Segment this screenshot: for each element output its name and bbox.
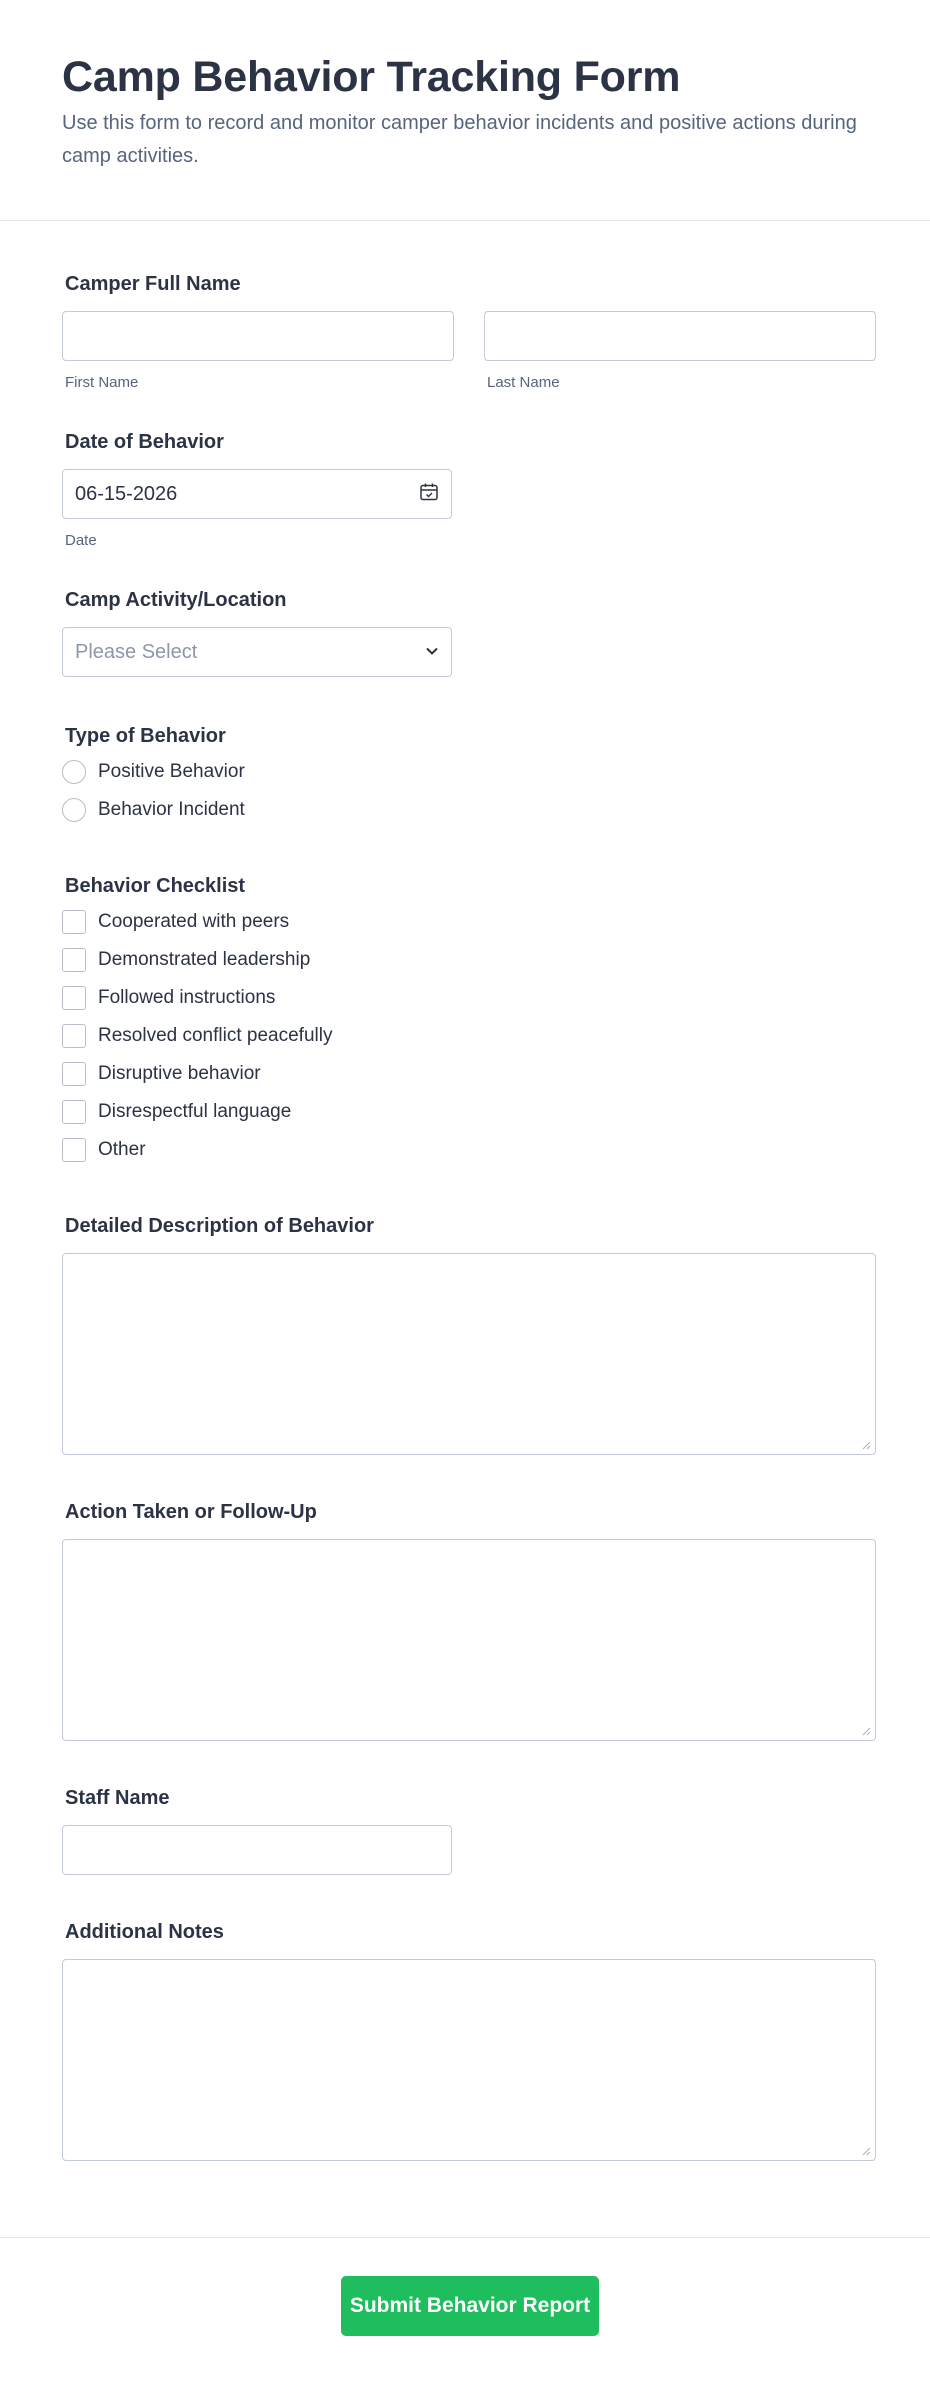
additional-notes-textarea[interactable] — [62, 1959, 876, 2161]
resize-grip-icon — [861, 1440, 871, 1450]
submit-button[interactable]: Submit Behavior Report — [341, 2276, 599, 2336]
action-taken-label: Action Taken or Follow-Up — [65, 1501, 317, 1523]
staff-name-label: Staff Name — [65, 1787, 170, 1809]
checkbox-label: Cooperated with peers — [98, 911, 290, 932]
behavior-type-label: Type of Behavior — [65, 725, 226, 747]
radio-option[interactable] — [62, 791, 876, 829]
form-header — [0, 0, 930, 221]
checkbox[interactable] — [62, 1024, 86, 1048]
checkbox-option[interactable] — [62, 1017, 876, 1055]
checkbox-label: Demonstrated leadership — [98, 949, 311, 970]
location-label: Camp Activity/Location — [65, 589, 287, 611]
action-taken-textarea[interactable] — [62, 1539, 876, 1741]
radio-option-label: Behavior Incident — [98, 799, 245, 820]
radio-option-label: Positive Behavior — [98, 761, 245, 782]
additional-notes-field — [62, 1919, 876, 2161]
resize-grip-icon — [861, 1726, 871, 1736]
checkbox[interactable] — [62, 986, 86, 1010]
last-name-input[interactable] — [484, 311, 876, 361]
chevron-down-icon — [425, 643, 439, 661]
checkbox-label: Other — [98, 1139, 146, 1160]
behavior-checklist-label: Behavior Checklist — [65, 875, 246, 897]
behavior-type-field — [62, 723, 876, 829]
action-taken-field — [62, 1499, 876, 1741]
date-input[interactable] — [62, 469, 452, 519]
radio-button[interactable] — [62, 798, 86, 822]
checkbox-label: Followed instructions — [98, 987, 276, 1008]
date-field — [62, 429, 876, 551]
checkbox-option[interactable] — [62, 903, 876, 941]
calendar-icon[interactable] — [419, 482, 439, 507]
checkbox-option[interactable] — [62, 941, 876, 979]
checkbox-label: Disruptive behavior — [98, 1063, 261, 1084]
checkbox[interactable] — [62, 1138, 86, 1162]
checkbox-label: Resolved conflict peacefully — [98, 1025, 333, 1046]
resize-grip-icon — [861, 2146, 871, 2156]
checkbox-option[interactable] — [62, 979, 876, 1017]
staff-name-field — [62, 1785, 876, 1875]
date-label: Date of Behavior — [65, 431, 224, 453]
first-name-sublabel: First Name — [65, 374, 139, 391]
location-select[interactable] — [62, 627, 452, 677]
last-name-sublabel: Last Name — [487, 374, 560, 391]
checkbox-option[interactable] — [62, 1093, 876, 1131]
date-sublabel: Date — [65, 532, 97, 549]
date-value: 06-15-2026 — [75, 482, 178, 505]
description-field — [62, 1213, 876, 1455]
checkbox[interactable] — [62, 910, 86, 934]
camper-name-field — [62, 271, 876, 393]
form-body — [0, 271, 930, 2161]
checkbox-option[interactable] — [62, 1131, 876, 1169]
radio-option[interactable] — [62, 753, 876, 791]
location-select-value: Please Select — [75, 640, 198, 663]
staff-name-input[interactable] — [62, 1825, 452, 1875]
first-name-input[interactable] — [62, 311, 454, 361]
camper-name-label: Camper Full Name — [65, 273, 241, 295]
checkbox[interactable] — [62, 1062, 86, 1086]
behavior-checklist-field — [62, 873, 876, 1169]
checkbox[interactable] — [62, 1100, 86, 1124]
form-title: Camp Behavior Tracking Form — [62, 53, 681, 101]
checkbox-label: Disrespectful language — [98, 1101, 292, 1122]
description-textarea[interactable] — [62, 1253, 876, 1455]
checkbox[interactable] — [62, 948, 86, 972]
checkbox-option[interactable] — [62, 1055, 876, 1093]
form-footer — [0, 2237, 930, 2385]
location-field — [62, 587, 876, 677]
form-description: Use this form to record and monitor camper behavior incidents and positive actions during camp activities. — [62, 112, 857, 167]
radio-button[interactable] — [62, 760, 86, 784]
additional-notes-label: Additional Notes — [65, 1921, 224, 1943]
description-label: Detailed Description of Behavior — [65, 1215, 374, 1237]
